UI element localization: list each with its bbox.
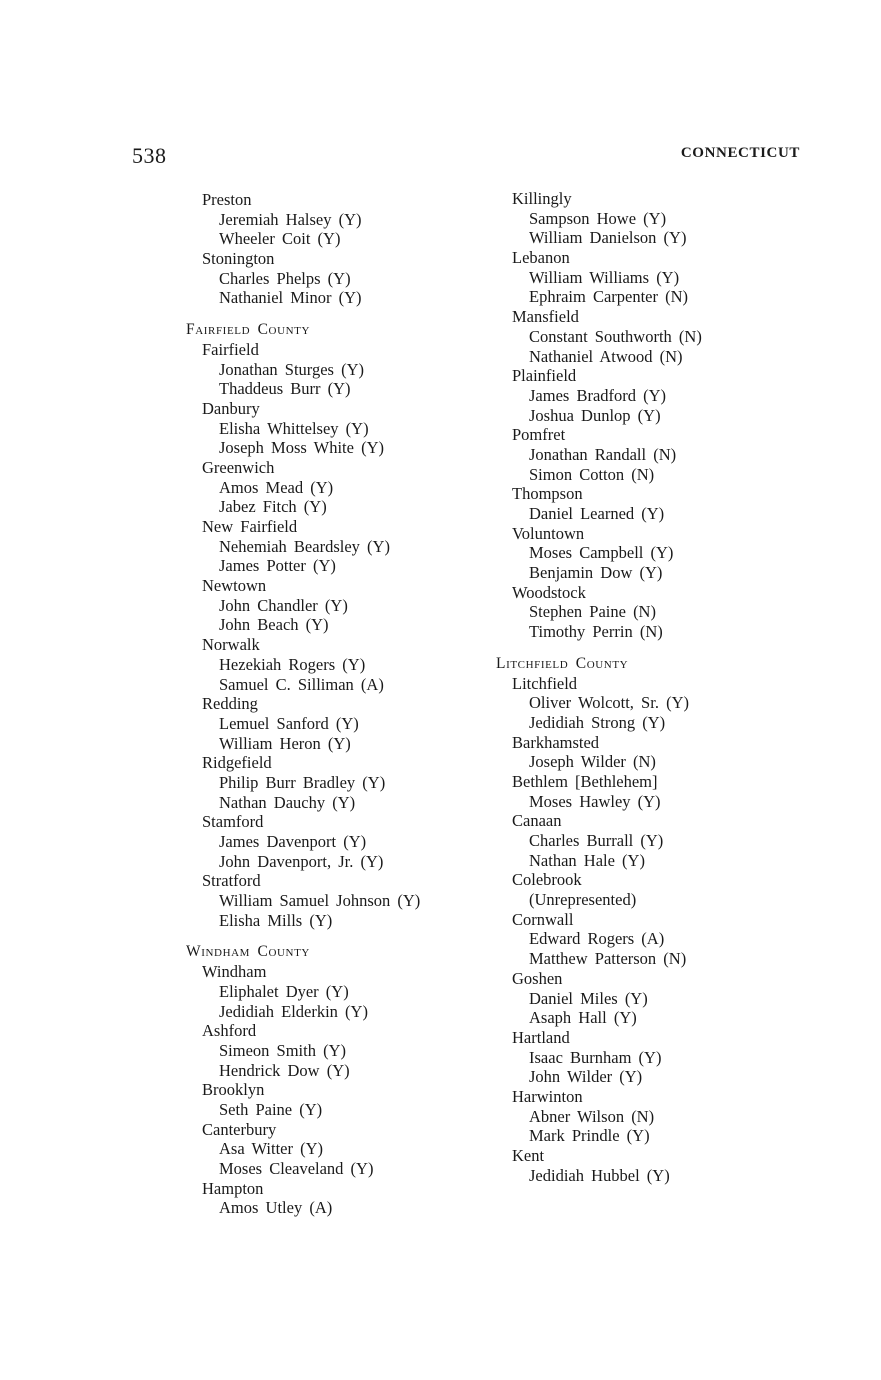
town-name: Stratford bbox=[202, 871, 261, 891]
town-name: Harwinton bbox=[512, 1086, 583, 1106]
delegate-entry: William Samuel Johnson (Y) bbox=[219, 891, 421, 911]
delegate-entry: Jedidiah Strong (Y) bbox=[529, 712, 666, 732]
town-name: Cornwall bbox=[512, 909, 574, 929]
delegate-entry: William Danielson (Y) bbox=[529, 228, 687, 248]
town-name: Barkhamsted bbox=[512, 732, 600, 752]
town-name: Litchfield bbox=[512, 673, 578, 693]
delegate-entry: James Davenport (Y) bbox=[219, 832, 367, 851]
delegate-entry: Abner Wilson (N) bbox=[529, 1106, 655, 1126]
delegate-entry: Joshua Dunlop (Y) bbox=[529, 405, 661, 425]
delegate-entry: James Potter (Y) bbox=[219, 556, 336, 576]
delegate-entry: Philip Burr Bradley (Y) bbox=[219, 772, 386, 792]
town-name: Stamford bbox=[202, 812, 264, 832]
delegate-entry: Edward Rogers (A) bbox=[529, 929, 665, 949]
town-name: Killingly bbox=[512, 189, 572, 208]
delegate-entry: Jonathan Randall (N) bbox=[529, 444, 677, 464]
county-heading: Litchfield County bbox=[496, 654, 629, 672]
right-column bbox=[496, 189, 702, 1185]
town-name: Ashford bbox=[202, 1021, 257, 1041]
delegate-entry: Nathaniel Minor (Y) bbox=[219, 288, 362, 308]
town-name: Colebrook bbox=[512, 870, 582, 890]
delegate-entry: Jedidiah Elderkin (Y) bbox=[219, 1001, 368, 1021]
delegate-entry: Moses Cleaveland (Y) bbox=[219, 1159, 374, 1178]
delegate-entry: Jonathan Sturges (Y) bbox=[219, 359, 365, 379]
town-name: Woodstock bbox=[512, 582, 586, 602]
delegate-entry: Charles Burrall (Y) bbox=[529, 831, 664, 850]
delegate-entry: Daniel Miles (Y) bbox=[529, 988, 648, 1008]
delegate-entry: Simon Cotton (N) bbox=[529, 464, 655, 484]
delegate-entry: Amos Utley (A) bbox=[219, 1198, 333, 1218]
town-name: Lebanon bbox=[512, 248, 570, 268]
town-name: Danbury bbox=[202, 398, 260, 418]
delegate-entry: Sampson Howe (Y) bbox=[529, 208, 667, 228]
delegate-entry: Ephraim Carpenter (N) bbox=[529, 287, 689, 307]
delegate-entry: Nehemiah Beardsley (Y) bbox=[219, 536, 390, 556]
town-name: Voluntown bbox=[512, 523, 585, 543]
delegate-entry: Stephen Paine (N) bbox=[529, 602, 656, 622]
delegate-entry: James Bradford (Y) bbox=[529, 385, 667, 405]
town-name: Norwalk bbox=[202, 635, 260, 655]
town-name: Fairfield bbox=[202, 339, 259, 359]
town-name: Stonington bbox=[202, 249, 275, 269]
delegate-entry: Matthew Patterson (N) bbox=[529, 949, 687, 969]
delegate-entry: Thaddeus Burr (Y) bbox=[219, 379, 351, 399]
town-name: Greenwich bbox=[202, 457, 275, 477]
delegate-entry: Hendrick Dow (Y) bbox=[219, 1060, 350, 1080]
delegate-entry: Mark Prindle (Y) bbox=[529, 1126, 650, 1146]
delegate-entry: Joseph Moss White (Y) bbox=[219, 438, 384, 458]
delegate-entry: John Davenport, Jr. (Y) bbox=[219, 851, 384, 871]
delegate-entry: Nathan Hale (Y) bbox=[529, 850, 645, 870]
running-head: CONNECTICUT bbox=[680, 145, 800, 161]
delegate-entry: Elisha Whittelsey (Y) bbox=[219, 418, 369, 438]
delegate-entry: Moses Campbell (Y) bbox=[529, 543, 674, 563]
town-name: Hartland bbox=[512, 1027, 570, 1047]
town-name: Preston bbox=[202, 190, 252, 209]
delegate-entry: Simeon Smith (Y) bbox=[219, 1040, 347, 1060]
town-name: Pomfret bbox=[512, 425, 566, 445]
town-name: Bethlem [Bethlehem] bbox=[512, 771, 658, 791]
delegate-entry: Hezekiah Rogers (Y) bbox=[219, 654, 366, 674]
delegate-entry: Joseph Wilder (N) bbox=[529, 752, 656, 772]
page-number: 538 bbox=[132, 143, 167, 168]
delegate-entry: Constant Southworth (N) bbox=[529, 326, 702, 346]
town-name: Plainfield bbox=[512, 366, 577, 386]
delegate-entry: Jeremiah Halsey (Y) bbox=[219, 209, 362, 229]
town-name: Hampton bbox=[202, 1178, 264, 1198]
delegate-entry: Moses Hawley (Y) bbox=[529, 791, 661, 811]
delegate-entry: Charles Phelps (Y) bbox=[219, 268, 351, 288]
town-name: Kent bbox=[512, 1146, 545, 1165]
town-name: Brooklyn bbox=[202, 1080, 265, 1100]
town-name: New Fairfield bbox=[202, 517, 298, 536]
delegate-entry: William Williams (Y) bbox=[529, 267, 680, 287]
delegate-entry: Amos Mead (Y) bbox=[219, 477, 334, 497]
delegate-entry: Benjamin Dow (Y) bbox=[529, 563, 663, 583]
delegate-entry: William Heron (Y) bbox=[219, 733, 351, 753]
delegate-entry: Oliver Wolcott, Sr. (Y) bbox=[529, 693, 689, 713]
town-name: Ridgefield bbox=[202, 753, 272, 773]
delegate-entry: Eliphalet Dyer (Y) bbox=[219, 981, 349, 1001]
town-name: Canaan bbox=[512, 811, 562, 831]
county-heading: Windham County bbox=[186, 943, 310, 961]
delegate-entry: Timothy Perrin (N) bbox=[529, 622, 663, 642]
delegate-entry: Asa Witter (Y) bbox=[219, 1139, 324, 1159]
delegate-entry: Elisha Mills (Y) bbox=[219, 910, 333, 930]
delegate-entry: Daniel Learned (Y) bbox=[529, 504, 665, 523]
town-name: Canterbury bbox=[202, 1119, 277, 1139]
delegate-entry: Asaph Hall (Y) bbox=[529, 1008, 637, 1028]
county-heading: Fairfield County bbox=[186, 321, 311, 339]
delegate-entry: Seth Paine (Y) bbox=[219, 1099, 323, 1119]
town-name: Thompson bbox=[512, 484, 583, 504]
town-name: Redding bbox=[202, 694, 258, 714]
town-name: Newtown bbox=[202, 576, 267, 596]
delegate-entry: Jabez Fitch (Y) bbox=[219, 497, 327, 517]
delegate-entry: Jedidiah Hubbel (Y) bbox=[529, 1165, 670, 1185]
delegate-entry: Nathaniel Atwood (N) bbox=[529, 346, 683, 366]
town-name: Windham bbox=[202, 962, 267, 982]
town-name: Goshen bbox=[512, 968, 563, 988]
delegate-entry: John Beach (Y) bbox=[219, 615, 329, 635]
delegate-entry: (Unrepresented) bbox=[529, 890, 637, 910]
delegate-entry: Wheeler Coit (Y) bbox=[219, 229, 341, 249]
delegate-entry: Nathan Dauchy (Y) bbox=[219, 792, 356, 812]
delegate-entry: Samuel C. Silliman (A) bbox=[219, 674, 384, 694]
delegate-entry: John Chandler (Y) bbox=[219, 595, 348, 615]
left-column bbox=[186, 190, 420, 1218]
town-name: Mansfield bbox=[512, 307, 579, 327]
delegate-entry: John Wilder (Y) bbox=[529, 1067, 643, 1087]
delegate-entry: Lemuel Sanford (Y) bbox=[219, 713, 359, 733]
delegate-entry: Isaac Burnham (Y) bbox=[529, 1047, 662, 1067]
